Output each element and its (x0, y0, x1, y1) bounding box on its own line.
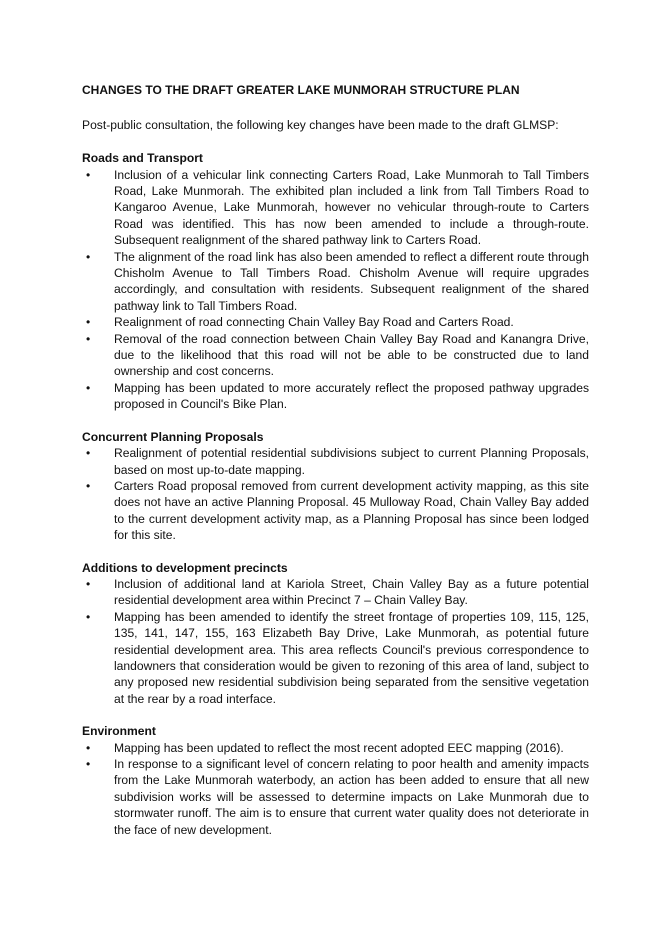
list-item (82, 249, 589, 315)
bullet-icon: • (86, 757, 91, 772)
list-item (82, 314, 589, 330)
bullet-icon: • (86, 609, 91, 624)
list-item-text: Carters Road proposal removed from current development activity mapping, as this site does not have an active Planning Proposal. 45 Mulloway Road, Chain Valley Bay added to the current development activity map, as a Planning Proposal has since been lodged for this site. (114, 478, 589, 543)
intro-paragraph: Post-public consultation, the following key changes have been made to the draft GLMSP: (82, 118, 559, 132)
list-item (82, 756, 589, 838)
list-item (82, 167, 589, 249)
bullet-icon: • (86, 380, 91, 395)
section-additions-to-development-precincts (82, 560, 589, 708)
section-heading: Roads and Transport (82, 151, 203, 166)
list-item-text: Mapping has been updated to reflect the most recent adopted EEC mapping (2016). (114, 740, 564, 755)
list-item-text: Realignment of potential residential subdivisions subject to current Planning Proposals, based on most up-to-date mapping. (114, 446, 589, 477)
list-item-text: Inclusion of additional land at Kariola Street, Chain Valley Bay as a future potential residential development area within Precinct 7 – Chain Valley Bay. (114, 576, 589, 608)
section-environment (82, 723, 589, 838)
list-item (82, 445, 589, 478)
list-item-text: Realignment of road connecting Chain Valley Bay Road and Carters Road. (114, 315, 514, 330)
list-item-text: In response to a significant level of concern relating to poor health and amenity impacts from the Lake Munmorah waterbody, an action has been added to ensure that all new subdivision works will be assessed to determine impacts on Lake Munmorah due to stormwater runoff. The aim is to ensure that current water quality does not deteriorate in the face of new development. (114, 757, 589, 837)
section-heading: Environment (82, 724, 156, 739)
list-item (82, 331, 589, 380)
bullet-icon: • (86, 249, 91, 264)
list-item-text: Mapping has been updated to more accurately reflect the proposed pathway upgrades proposed in Council's Bike Plan. (114, 380, 589, 412)
section-concurrent-planning-proposals (82, 429, 589, 544)
list-item (82, 576, 589, 609)
bullet-list (82, 445, 589, 543)
bullet-list (82, 167, 589, 413)
list-item (82, 380, 589, 413)
list-item (82, 609, 589, 707)
list-item-text: Inclusion of a vehicular link connecting Carters Road, Lake Munmorah to Tall Timbers Road, Lake Munmorah. The exhibited plan included a link from Tall Timbers Road to Kangaroo Avenue, Lake Munmorah, however no vehicular through-route to Carters Road was identified. This has now been amended to include a through-route. Subsequent realignment of the shared pathway link to Carters Road. (114, 167, 589, 248)
section-heading: Concurrent Planning Proposals (82, 429, 264, 444)
bullet-icon: • (86, 576, 91, 591)
list-item (82, 478, 589, 544)
bullet-icon: • (86, 740, 91, 755)
bullet-list (82, 576, 589, 707)
list-item-text: Removal of the road connection between Chain Valley Bay Road and Kanangra Drive, due to the likelihood that this road will not be able to be constructed due to land ownership and cost concerns. (114, 331, 589, 379)
list-item-text: Mapping has been amended to identify the street frontage of properties 109, 115, 125, 135, 141, 147, 155, 163 Elizabeth Bay Drive, Lake Munmorah, as potential future residential development area. This area reflects Council's previous correspondence to landowners that consideration would be given to rezoning of this area of land, subject to any proposed new residential subdivision being separated from the sensitive vegetation at the rear by a road interface. (114, 609, 589, 706)
document-page (82, 82, 589, 854)
section-roads-and-transport (82, 150, 589, 413)
bullet-icon: • (86, 446, 91, 461)
section-heading: Additions to development precincts (82, 560, 288, 575)
list-item (82, 740, 589, 756)
bullet-list (82, 740, 589, 838)
bullet-icon: • (86, 315, 91, 330)
bullet-icon: • (86, 331, 91, 346)
document-title: CHANGES TO THE DRAFT GREATER LAKE MUNMORAH STRUCTURE PLAN (82, 83, 520, 97)
bullet-icon: • (86, 167, 91, 182)
list-item-text: The alignment of the road link has also been amended to reflect a different route through Chisholm Avenue to Tall Timbers Road. Chisholm Avenue will require upgrades accordingly, and consultation with residents. Subsequent realignment of the shared pathway link to Tall Timbers Road. (114, 249, 589, 313)
bullet-icon: • (86, 478, 91, 493)
